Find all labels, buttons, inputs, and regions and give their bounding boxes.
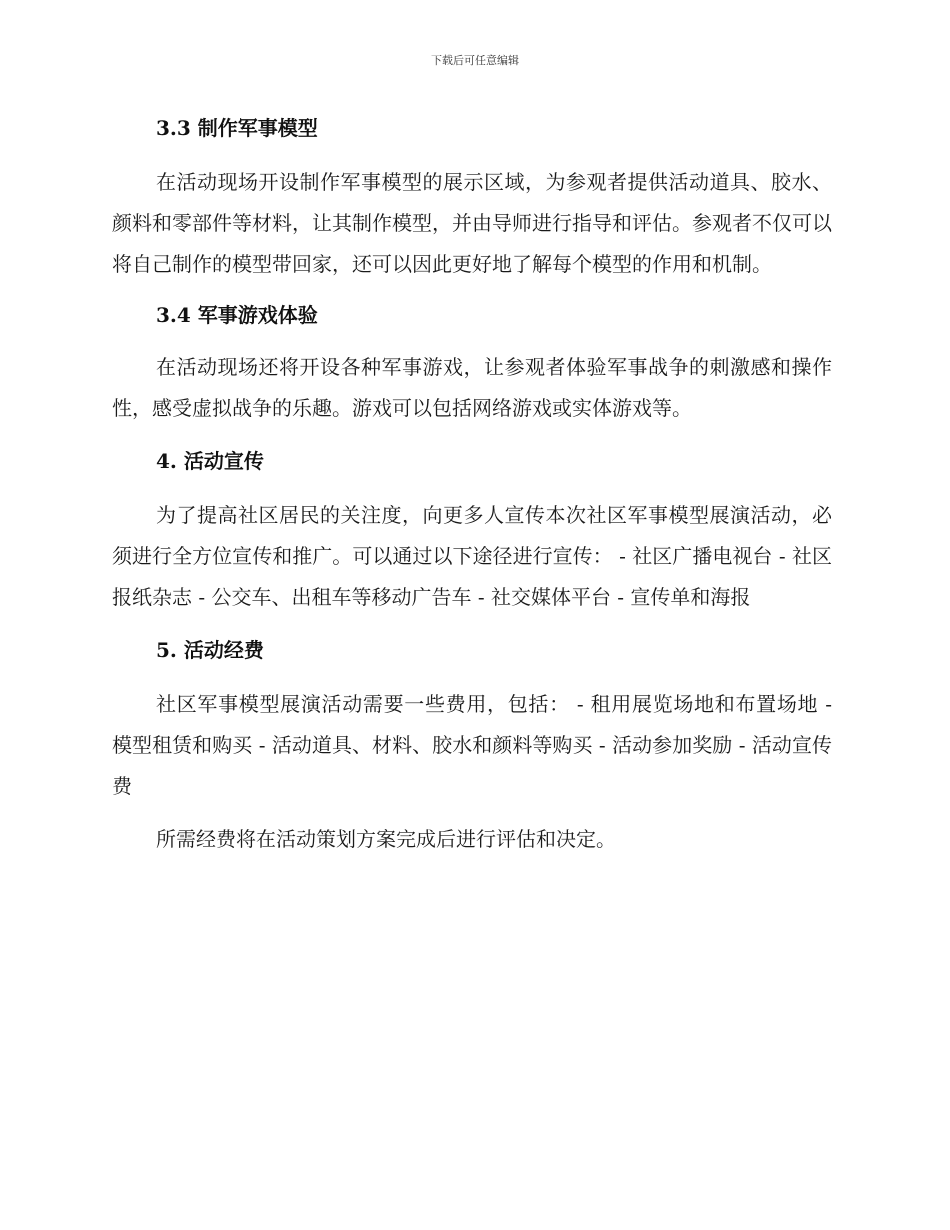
page-header-note: 下载后可任意编辑 xyxy=(431,54,519,67)
document-body xyxy=(112,108,832,860)
section-heading-3-3: 3.3 制作军事模型 xyxy=(156,116,318,140)
section-paragraph: 所需经费将在活动策划方案完成后进行评估和决定。 xyxy=(156,827,616,851)
section-paragraph: 社区军事模型展演活动需要一些费用，包括： - 租用展览场地和布置场地 - 模型租赁和购买 - 活动道具、材料、胶水和颜料等购买 - 活动参加奖励 - 活动宣传费 xyxy=(112,692,832,798)
section-paragraph: 在活动现场开设制作军事模型的展示区域，为参观者提供活动道具、胶水、颜料和零部件等材料，让其制作模型，并由导师进行指导和评估。参观者不仅可以将自己制作的模型带回家，还可以因此更好地了解每个模型的作用和机制。 xyxy=(112,170,832,276)
section-paragraph: 为了提高社区居民的关注度，向更多人宣传本次社区军事模型展演活动，必须进行全方位宣传和推广。可以通过以下途径进行宣传： - 社区广播电视台 - 社区报纸杂志 - 公交车、出租车等移动广告车 - 社交媒体平台 - 宣传单和海报 xyxy=(112,503,832,609)
section-heading-3-4: 3.4 军事游戏体验 xyxy=(156,303,318,327)
section-heading-5: 5. 活动经费 xyxy=(156,638,264,662)
section-heading-4: 4. 活动宣传 xyxy=(156,449,264,473)
section-paragraph: 在活动现场还将开设各种军事游戏，让参观者体验军事战争的刺激感和操作性，感受虚拟战争的乐趣。游戏可以包括网络游戏或实体游戏等。 xyxy=(112,355,832,420)
